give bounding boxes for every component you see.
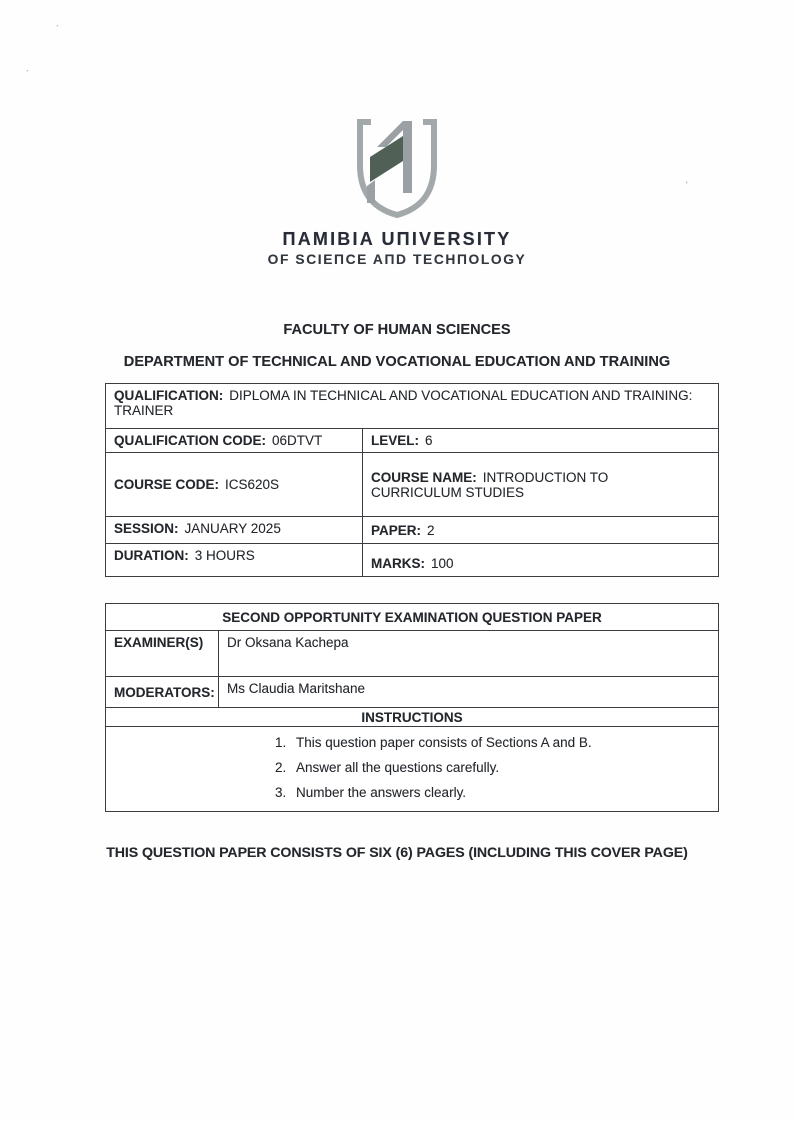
paper-label: PAPER: — [371, 523, 422, 538]
logo-right-bar — [403, 121, 412, 193]
instruction-item: 2. Answer all the questions carefully. — [290, 759, 710, 778]
faculty-heading: FACULTY OF HUMAN SCIENCES — [283, 322, 511, 338]
qualification-value: DIPLOMA IN TECHNICAL AND VOCATIONAL EDUCATION AND TRAINING: TRAINER — [114, 388, 693, 418]
moderators-name: Ms Claudia Maritshane — [227, 681, 366, 696]
qualification-label: QUALIFICATION: — [114, 388, 224, 403]
table-row — [106, 631, 719, 677]
moderators-name-cell — [219, 677, 719, 708]
duration-cell — [106, 544, 363, 577]
moderators-label: MODERATORS: — [114, 684, 215, 700]
examiner-label: EXAMINER(S) — [114, 635, 204, 650]
table-row — [106, 604, 719, 631]
level-cell — [363, 429, 719, 453]
course-name-label: COURSE NAME: — [371, 469, 477, 485]
qualification-cell — [106, 384, 719, 429]
instructions-list-cell — [106, 727, 719, 812]
table-row — [106, 544, 719, 577]
table-row — [106, 677, 719, 708]
examiner-label-cell — [106, 631, 219, 677]
table-row — [106, 708, 719, 727]
nust-shield-icon — [337, 108, 457, 225]
course-code-label: COURSE CODE: — [114, 477, 220, 492]
level-label: LEVEL: — [371, 433, 420, 448]
marks-cell — [363, 544, 719, 577]
scan-speck: ` — [26, 69, 29, 79]
paper-value: 2 — [427, 523, 435, 538]
instructions-heading: INSTRUCTIONS — [106, 708, 719, 727]
examiner-name-cell — [219, 631, 719, 677]
qualification-code-label: QUALIFICATION CODE: — [114, 433, 266, 448]
session-value: JANUARY 2025 — [184, 521, 281, 536]
course-code-value: ICS620S — [225, 477, 280, 492]
qualification-code-value: 06DTVT — [272, 433, 323, 448]
instruction-item: 3. Number the answers clearly. — [290, 784, 710, 803]
department-heading: DEPARTMENT OF TECHNICAL AND VOCATIONAL EDUCATION AND TRAINING — [123, 354, 671, 370]
university-name: ΠAMIBIA UΠIVERSITY — [282, 229, 512, 249]
course-code-cell — [106, 453, 363, 517]
table-row — [106, 429, 719, 453]
nust-logo — [337, 108, 457, 225]
page-count-note: THIS QUESTION PAPER CONSISTS OF SIX (6) PAGES (INCLUDING THIS COVER PAGE) — [106, 845, 688, 861]
instructions-list — [114, 731, 710, 803]
course-name-cell — [363, 453, 719, 517]
level-value: 6 — [425, 433, 433, 448]
logo-left-bar — [367, 180, 375, 203]
table-row — [106, 517, 719, 544]
session-cell — [106, 517, 363, 544]
paper-cell — [363, 517, 719, 544]
university-subname: OF SCIEΠCE AΠD TECHΠOLOGY — [267, 252, 527, 267]
duration-label: DURATION: — [114, 548, 189, 563]
exam-info-table — [105, 603, 719, 812]
course-name-value: INTRODUCTION TO CURRICULUM STUDIES — [371, 469, 609, 500]
marks-label: MARKS: — [371, 556, 425, 571]
qualification-code-cell — [106, 429, 363, 453]
moderators-label-cell — [106, 677, 219, 708]
exam-paper-title: SECOND OPPORTUNITY EXAMINATION QUESTION PAPER — [106, 604, 719, 631]
scan-speck: ' — [686, 180, 688, 190]
session-label: SESSION: — [114, 521, 179, 536]
scan-speck: ` — [56, 24, 59, 34]
table-row — [106, 727, 719, 812]
course-details-table — [105, 383, 719, 577]
instruction-item: 1. This question paper consists of Sections A and B. — [290, 734, 710, 753]
duration-value: 3 HOURS — [194, 548, 255, 563]
table-row — [106, 384, 719, 429]
table-row — [106, 453, 719, 517]
examiner-name: Dr Oksana Kachepa — [227, 635, 349, 650]
marks-value: 100 — [431, 556, 454, 571]
